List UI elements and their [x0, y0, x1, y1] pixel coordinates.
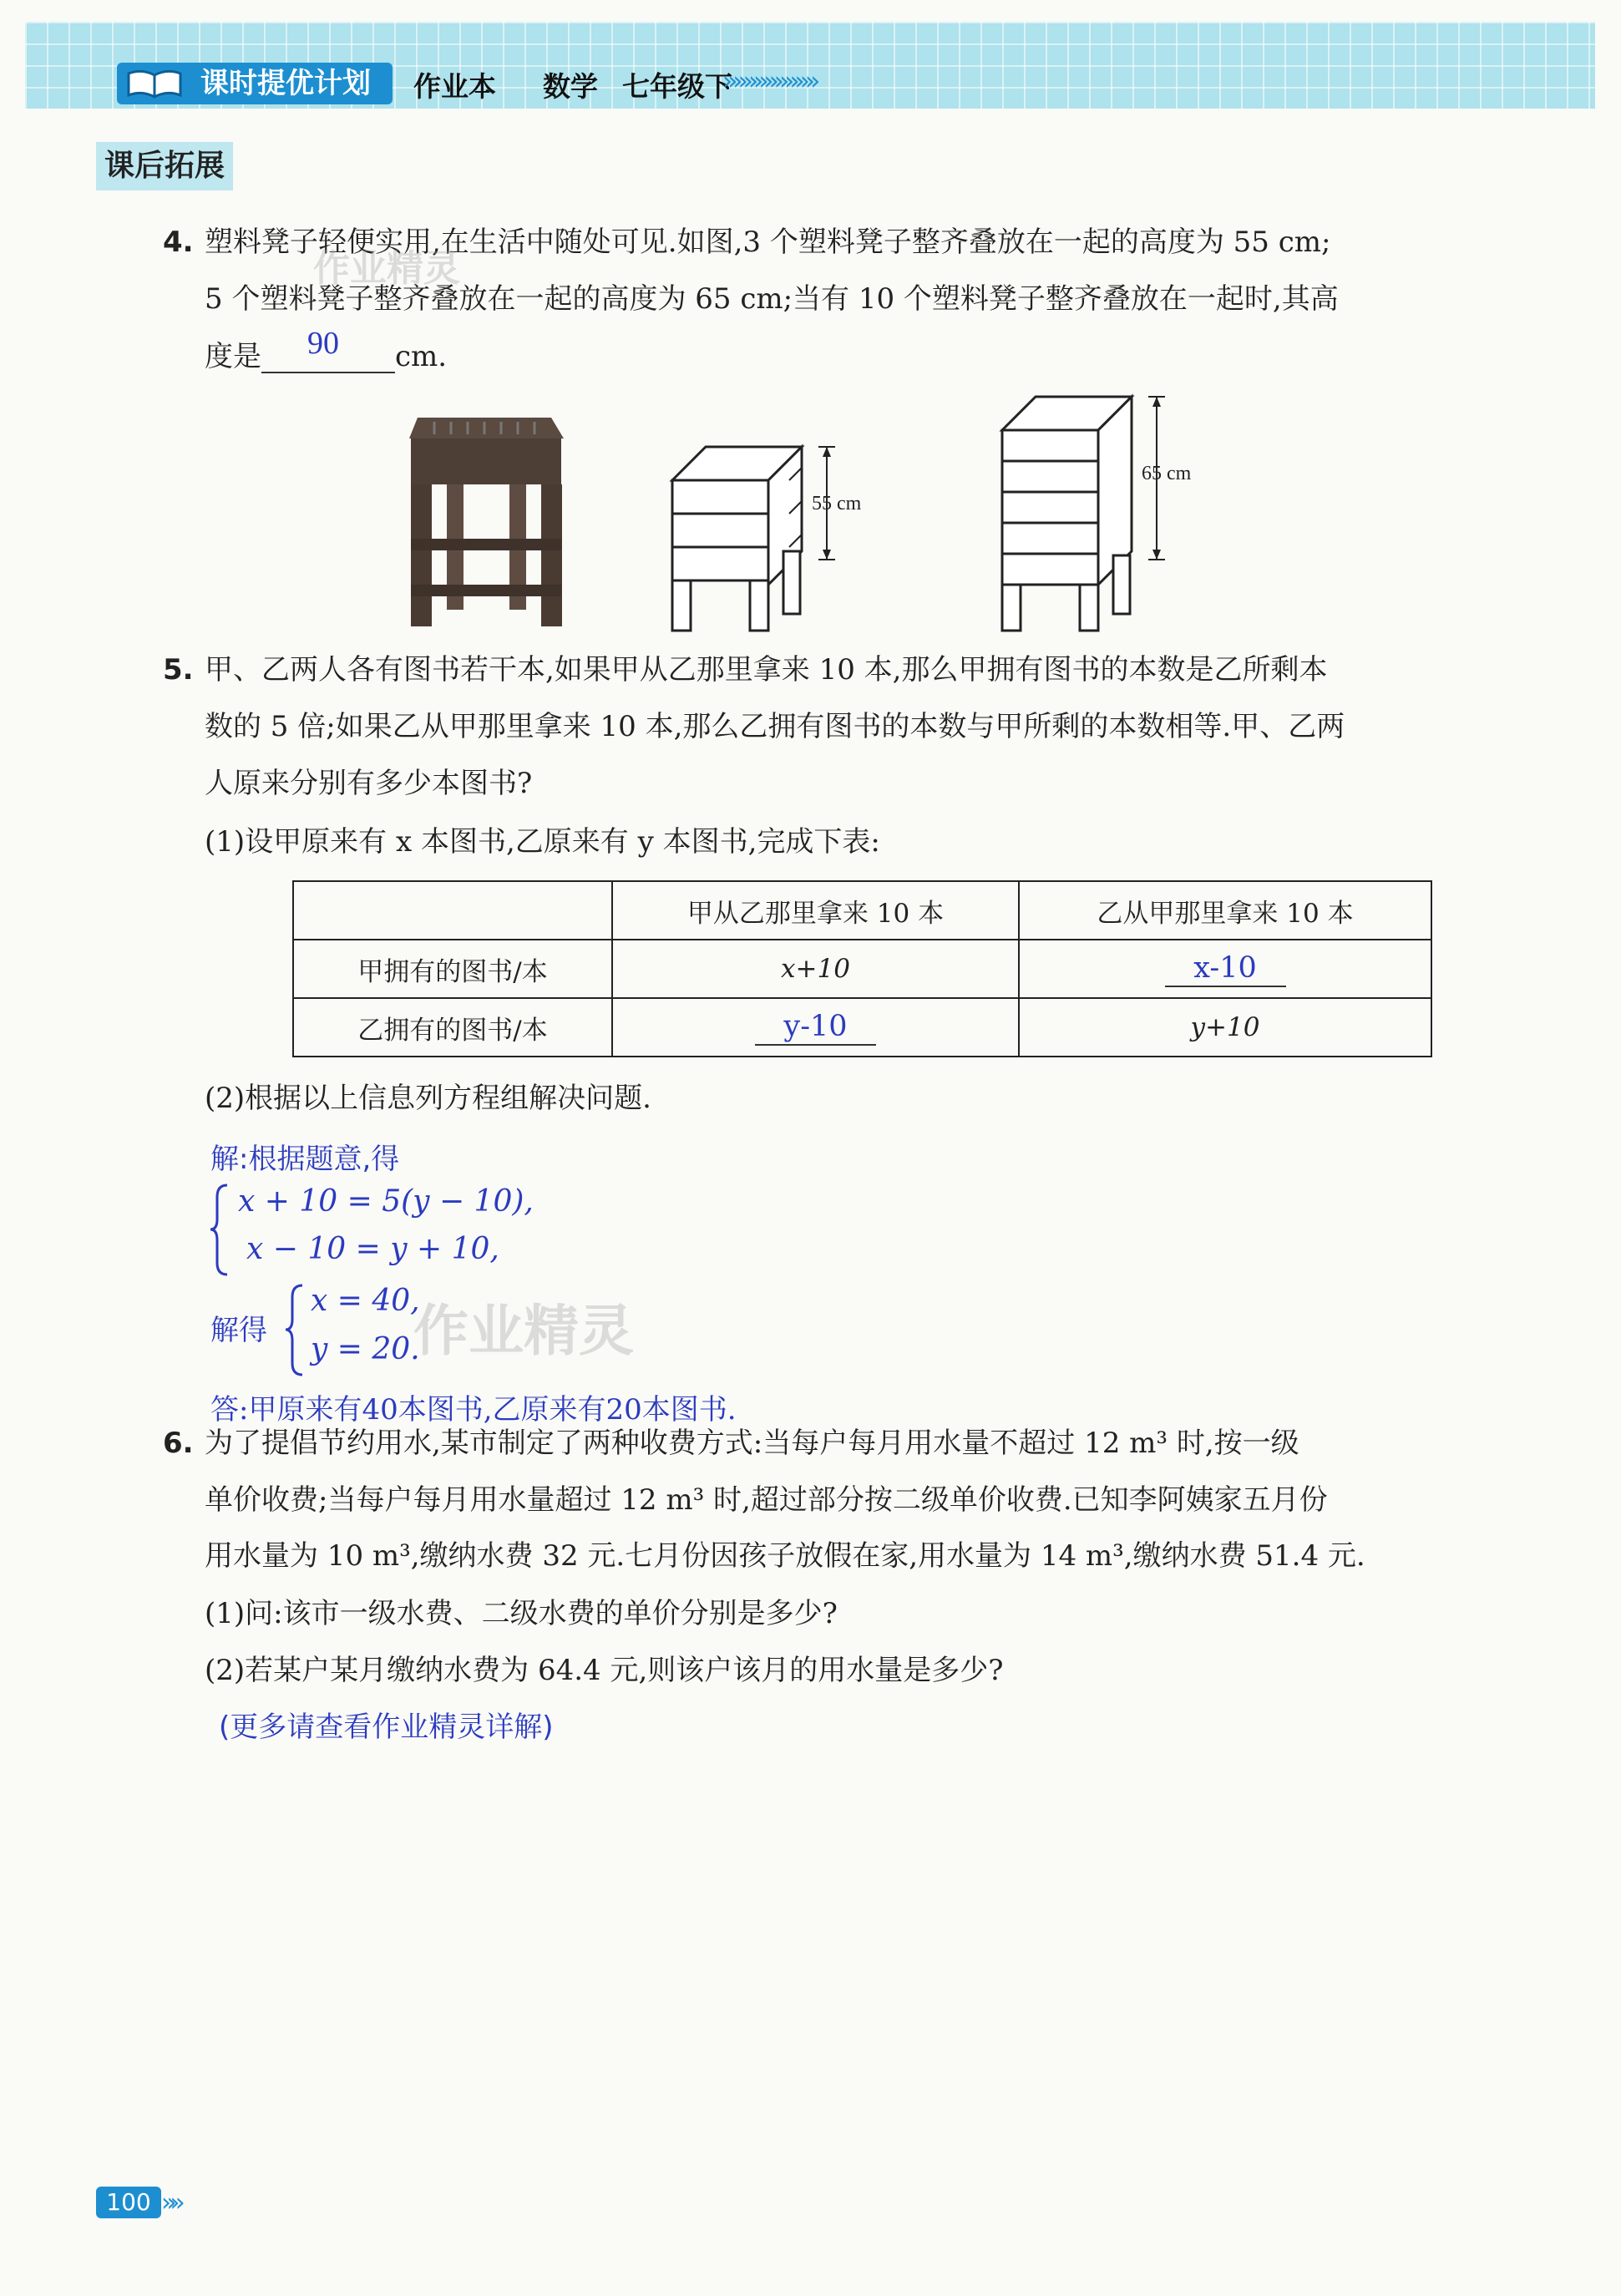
books-table — [292, 880, 1432, 1057]
result-brace — [284, 1282, 309, 1378]
q6-line3: 用水量为 10 m³,缴纳水费 32 元.七月份因孩子放假在家,用水量为 14 m³,缴纳水费 51.4 元. — [205, 1539, 1365, 1573]
book-type: 作业本 — [413, 70, 496, 103]
q6-line2: 单价收费;当每户每月用水量超过 12 m³ 时,超过部分按二级单价收费.已知李阿姨家五月份 — [205, 1483, 1328, 1517]
subject: 数学 — [543, 70, 598, 103]
label-55: 55 cm — [812, 493, 862, 514]
result-y: y = 20. — [311, 1332, 420, 1366]
table-cell: x+10 — [612, 940, 1019, 998]
equation-2: x − 10 = y + 10, — [246, 1232, 499, 1266]
table-cell: y+10 — [1019, 998, 1431, 1057]
q5-part1: (1)设甲原来有 x 本图书,乙原来有 y 本图书,完成下表: — [205, 825, 880, 859]
q6-part1: (1)问:该市一级水费、二级水费的单价分别是多少? — [205, 1597, 838, 1630]
stool-photo — [401, 405, 572, 631]
brand-label: 课时提优计划 — [200, 67, 371, 100]
solution-conclusion: 答:甲原来有40本图书,乙原来有20本图书. — [210, 1393, 737, 1427]
q4-line2: 5 个塑料凳子整齐叠放在一起的高度为 65 cm;当有 10 个塑料凳子整齐叠放在一起时,其高 — [205, 282, 1339, 316]
grade: 七年级下 — [622, 70, 732, 103]
q4-line1: 塑料凳子轻便实用,在生活中随处可见.如图,3 个塑料凳子整齐叠放在一起的高度为 55 cm; — [205, 226, 1331, 259]
table-header-cell: 甲从乙那里拿来 10 本 — [612, 881, 1019, 940]
watermark-mid: 作业精灵 — [413, 1299, 634, 1363]
stack-5-diagram — [998, 393, 1265, 635]
equation-1: x + 10 = 5(y − 10), — [238, 1184, 534, 1219]
q5-part2: (2)根据以上信息列方程组解决问题. — [205, 1082, 651, 1115]
table-header-row — [293, 881, 1431, 940]
stack-3-diagram — [668, 443, 919, 635]
q4-line3: 度是 90 cm. — [205, 326, 448, 373]
label-65: 65 cm — [1142, 463, 1192, 484]
page-chevron-icon: »» — [161, 2188, 179, 2217]
q4-number: 4. — [163, 226, 194, 259]
table-cell — [293, 881, 612, 940]
table-row — [293, 998, 1431, 1057]
answer-y-minus-10: y-10 — [755, 1009, 876, 1046]
q6-line1: 为了提倡节约用水,某市制定了两种收费方式:当每户每月用水量不超过 12 m³ 时,按一级 — [205, 1427, 1299, 1460]
q5-line2: 数的 5 倍;如果乙从甲那里拿来 10 本,那么乙拥有图书的本数与甲所剩的本数相等.甲、乙两 — [205, 710, 1345, 743]
row-label: 乙拥有的图书/本 — [293, 998, 612, 1057]
solved-label: 解得 — [210, 1314, 267, 1347]
q5-line3: 人原来分别有多少本图书? — [205, 767, 533, 800]
q4-answer: 90 — [307, 326, 339, 361]
table-header-cell: 乙从甲那里拿来 10 本 — [1019, 881, 1431, 940]
row-label: 甲拥有的图书/本 — [293, 940, 612, 998]
more-details-link[interactable]: (更多请查看作业精灵详解) — [219, 1711, 554, 1744]
open-book-icon — [125, 67, 184, 100]
watermark-top: 作业精灵 — [313, 247, 460, 290]
q6-number: 6. — [163, 1427, 194, 1460]
left-brace — [209, 1182, 234, 1278]
table-cell — [612, 998, 1019, 1057]
table-cell — [1019, 940, 1431, 998]
solution-intro: 解:根据题意,得 — [210, 1143, 400, 1176]
q5-line1: 甲、乙两人各有图书若干本,如果甲从乙那里拿来 10 本,那么甲拥有图书的本数是乙所剩本 — [205, 653, 1328, 687]
section-title: 课后拓展 — [96, 142, 233, 190]
q6-part2: (2)若某户某月缴纳水费为 64.4 元,则该户该月的用水量是多少? — [205, 1654, 1004, 1687]
page-number: 100 — [96, 2187, 161, 2218]
result-x: x = 40, — [311, 1284, 420, 1318]
table-row — [293, 940, 1431, 998]
answer-x-minus-10: x-10 — [1165, 950, 1286, 987]
q5-number: 5. — [163, 653, 194, 687]
header-chevrons: »»»»»»»»» — [722, 67, 816, 96]
